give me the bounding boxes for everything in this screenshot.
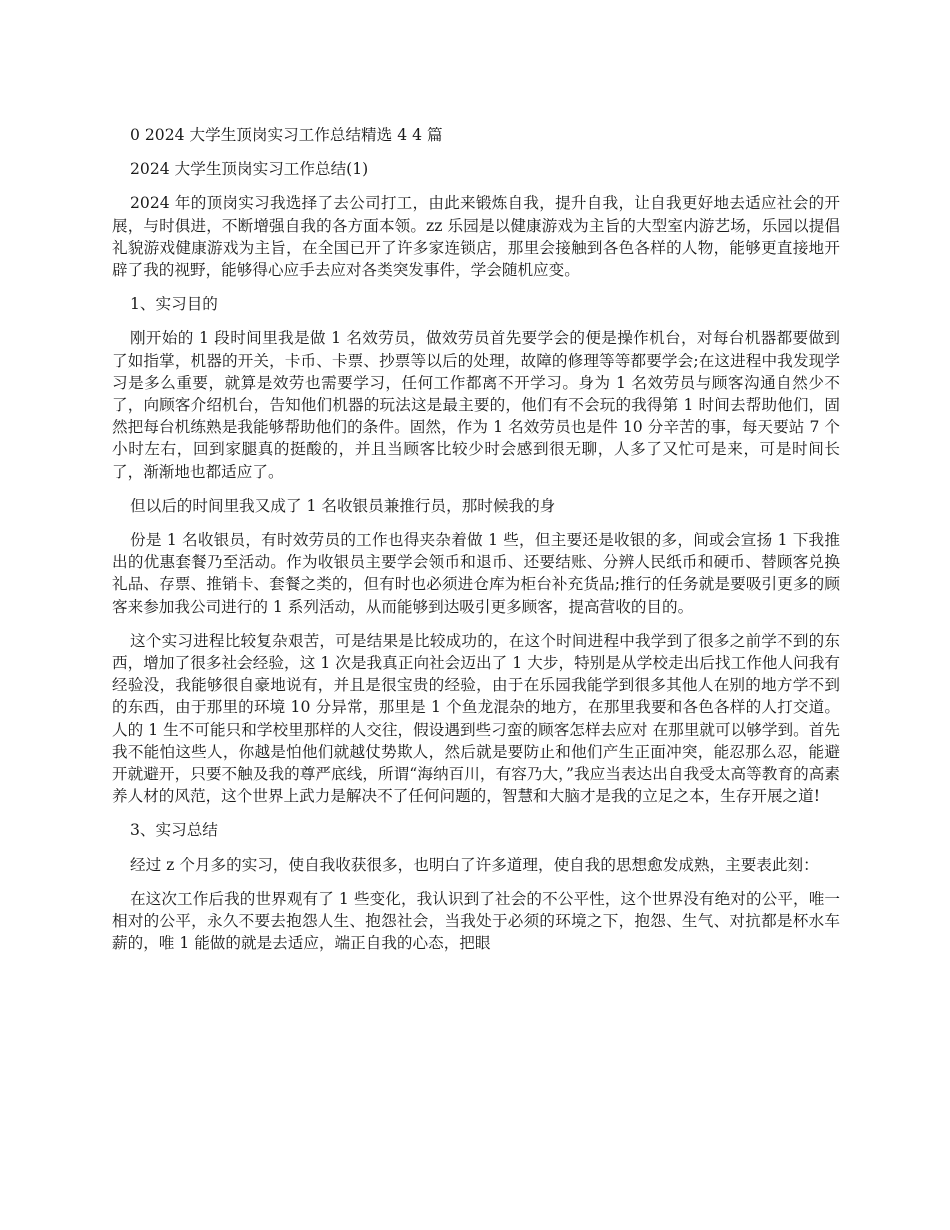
- document-title: 0 2024 大学生顶岗实习工作总结精选 4 4 篇: [130, 126, 443, 144]
- paragraph-intro: 2024 年的顶岗实习我选择了去公司打工，由此来锻炼自我，提升自我，让自我更好地去适应社会的开展，与时俱进，不断增强自我的各方面本领。zz 乐园是以健康游戏为主旨的大型室内游艺场，乐园以提倡礼貌游戏健康游戏为主旨，在全国已开了许多家连锁店，那里会接触到各色各样的人物，能够更直接地开辟了我的视野，能够得心应手去应对各类突发事件，学会随机应变。: [112, 194, 840, 280]
- document-page: [112, 124, 840, 967]
- paragraph-cashier-intro: 但以后的时间里我又成了 1 名收银员兼推行员，那时候我的身: [130, 496, 556, 515]
- section-heading-purpose: 1、实习目的: [130, 295, 218, 314]
- paragraph-summary-intro: 经过 z 个月多的实习，使自我收获很多，也明白了许多道理，使自我的思想愈发成熟，主要表此刻：: [130, 855, 819, 874]
- section-heading-summary: 3、实习总结: [130, 821, 218, 840]
- paragraph-worldview: 在这次工作后我的世界观有了 1 些变化，我认识到了社会的不公平性，这个世界没有绝对的公平，唯一相对的公平，永久不要去抱怨人生、抱怨社会，当我处于必须的环境之下，抱怨、生气、对抗都是杯水车薪的，唯 1 能做的就是去适应，端正自我的心态，把眼: [112, 889, 840, 953]
- paragraph-experience: 这个实习进程比较复杂艰苦，可是结果是比较成功的，在这个时间进程中我学到了很多之前学不到的东西，增加了很多社会经验，这 1 次是我真正向社会迈出了 1 大步，特别是从学校走出后找工作他人问我有经验没，我能够很自豪地说有，并且是很宝贵的经验，由于在乐园我能学到很多其他人在别的地方学不到的东西，由于那里的环境 10 分异常，那里是 1 个鱼龙混杂的地方，在那里我要和各色各样的人打交道。人的 1 生不可能只和学校里那样的人交往，假设遇到些刁蛮的顾客怎样去应对 在那里就可以够学到。首先我不能怕这些人，你越是怕他们就越仗势欺人，然后就是要防止和他们产生正面冲突，能忍那么忍，能避开就避开，只要不触及我的尊严底线，所谓“海纳百川，有容乃大，”我应当表达出自我受太高等教育的高素养人材的风范，这个世界上武力是解决不了任何问题的，智慧和大脑才是我的立足之本，生存开展之道!: [112, 631, 840, 806]
- paragraph-cashier: 份是 1 名收银员，有时效劳员的工作也得夹杂着做 1 些，但主要还是收银的多，间或会宣扬 1 下我推出的优惠套餐乃至活动。作为收银员主要学会领币和退币、还要结账、分辨人民纸币和硬币、替顾客兑换礼品、存票、推销卡、套餐之类的，但有时也必须进仓库为柜台补充货品;推行的任务就是要吸引更多的顾客来参加我公司进行的 1 系列活动，从而能够到达吸引更多顾客，提高营收的目的。: [112, 531, 840, 616]
- document-subtitle: 2024 大学生顶岗实习工作总结(1): [130, 160, 369, 179]
- paragraph-attendant: 刚开始的 1 段时间里我是做 1 名效劳员，做效劳员首先要学会的便是操作机台，对每台机器都要做到了如指掌，机器的开关，卡币、卡票、抄票等以后的处理，故障的修理等等都要学会;在这进程中我发现学习是多么重要，就算是效劳也需要学习，任何工作都离不开学习。身为 1 名效劳员与顾客沟通自然少不了，向顾客介绍机台，告知他们机器的玩法这是最主要的，他们有不会玩的我得第 1 时间去帮助他们，固然把每台机练熟是我能够帮助他们的条件。固然，作为 1 名效劳员也是件 10 分辛苦的事，每天要站 7 个小时左右，回到家腿真的挺酸的，并且当顾客比较少时会感到很无聊，人多了又忙可是来，可是时间长了，渐渐地也都适应了。: [112, 329, 840, 481]
